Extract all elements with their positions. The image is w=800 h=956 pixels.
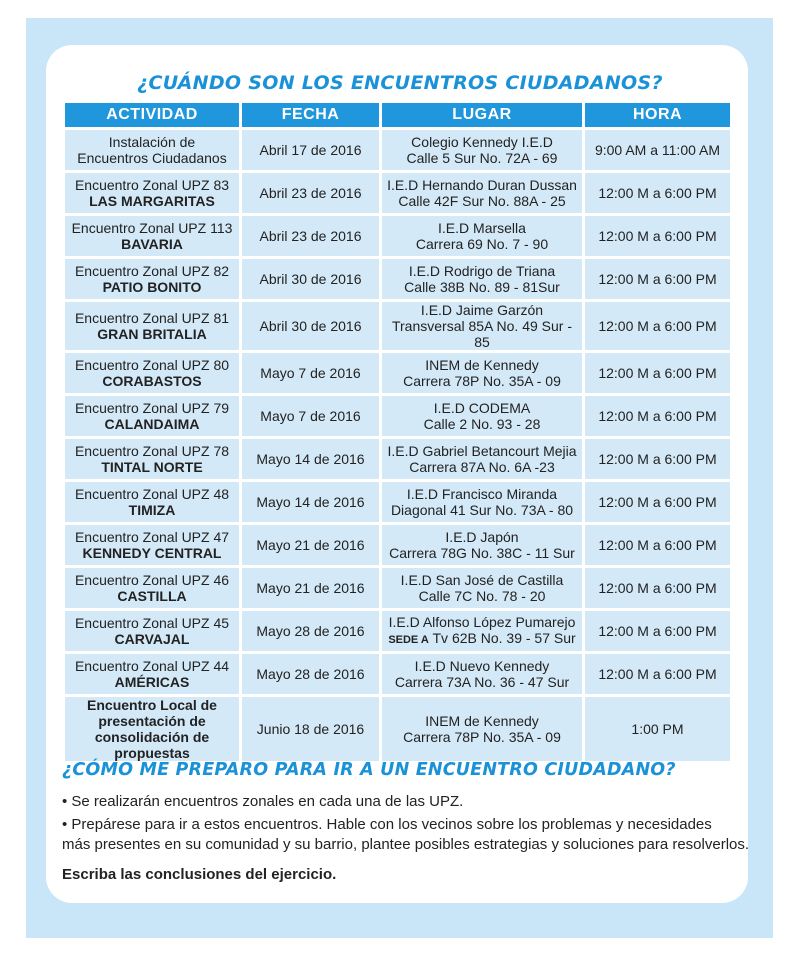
cell-actividad [65, 482, 239, 522]
cell-hora: 12:00 M a 6:00 PM [585, 568, 730, 608]
place-address: Carrera 73A No. 36 - 47 Sur [394, 674, 570, 690]
upz-name: PATIO BONITO [102, 279, 202, 295]
upz-name: CARVAJAL [114, 631, 190, 647]
cell-fecha: Mayo 7 de 2016 [242, 353, 379, 393]
place-address: Carrera 87A No. 6A -23 [409, 459, 555, 475]
header-actividad: ACTIVIDAD [65, 103, 239, 127]
cell-lugar [382, 353, 582, 393]
activity-line: Encuentros Ciudadanos [77, 150, 227, 166]
cell-fecha: Abril 23 de 2016 [242, 216, 379, 256]
activity-line: Encuentro Zonal UPZ 44 [74, 658, 230, 674]
table-row [65, 525, 730, 565]
cell-lugar [382, 697, 582, 761]
cell-hora: 12:00 M a 6:00 PM [585, 611, 730, 651]
page-title: ¿CUÁNDO SON LOS ENCUENTROS CIUDADANOS? [137, 72, 663, 94]
conclusion-instruction: Escriba las conclusiones del ejercicio. [62, 866, 337, 883]
table-row [65, 611, 730, 651]
cell-hora: 12:00 M a 6:00 PM [585, 173, 730, 213]
upz-name: AMÉRICAS [114, 674, 190, 690]
table-row [65, 439, 730, 479]
table-header-row [65, 103, 730, 127]
cell-hora: 12:00 M a 6:00 PM [585, 482, 730, 522]
bullet-line: • Prepárese para ir a estos encuentros. Hable con los vecinos sobre los problemas y necesidades [62, 816, 712, 833]
place-name: INEM de Kennedy [425, 713, 539, 729]
place-address: Diagonal 41 Sur No. 73A - 80 [390, 502, 574, 518]
place-name: Colegio Kennedy I.E.D [411, 134, 553, 150]
cell-fecha: Abril 30 de 2016 [242, 259, 379, 299]
activity-line: Encuentro Zonal UPZ 80 [74, 357, 230, 373]
cell-hora: 1:00 PM [585, 697, 730, 761]
cell-fecha: Abril 30 de 2016 [242, 302, 379, 350]
cell-actividad [65, 173, 239, 213]
activity-line: Encuentro Zonal UPZ 81 [74, 310, 230, 326]
place-address: Carrera 78G No. 38C - 11 Sur [389, 545, 575, 561]
place-address: Carrera 78P No. 35A - 09 [403, 373, 561, 389]
table-row [65, 697, 730, 761]
place-name: I.E.D CODEMA [433, 400, 531, 416]
cell-actividad [65, 697, 239, 761]
activity-line: Encuentro Zonal UPZ 79 [74, 400, 230, 416]
cell-hora: 12:00 M a 6:00 PM [585, 216, 730, 256]
activity-line: presentación de [98, 713, 206, 729]
cell-lugar [382, 396, 582, 436]
upz-name: CASTILLA [117, 588, 187, 604]
cell-actividad [65, 353, 239, 393]
activity-line: Encuentro Zonal UPZ 113 [71, 220, 233, 236]
cell-hora: 12:00 M a 6:00 PM [585, 302, 730, 350]
cell-actividad [65, 525, 239, 565]
place-address: Carrera 78P No. 35A - 09 [403, 729, 561, 745]
table-row [65, 353, 730, 393]
upz-name: GRAN BRITALIA [97, 326, 207, 342]
upz-name: TINTAL NORTE [101, 459, 203, 475]
table-row [65, 259, 730, 299]
place-name: I.E.D Japón [445, 529, 519, 545]
table-row [65, 216, 730, 256]
cell-actividad [65, 396, 239, 436]
cell-fecha: Junio 18 de 2016 [242, 697, 379, 761]
header-lugar: LUGAR [382, 103, 582, 127]
place-address: Tv 62B No. 39 - 57 Sur [432, 630, 576, 646]
upz-name: TIMIZA [128, 502, 176, 518]
activity-line: consolidación de propuestas [94, 729, 210, 761]
cell-fecha: Mayo 28 de 2016 [242, 654, 379, 694]
upz-name: LAS MARGARITAS [89, 193, 215, 209]
cell-lugar [382, 302, 582, 350]
table-row [65, 396, 730, 436]
cell-fecha: Abril 23 de 2016 [242, 173, 379, 213]
cell-actividad [65, 439, 239, 479]
bullet-item-upz: • Se realizarán encuentros zonales en cada una de las UPZ. [62, 793, 464, 810]
cell-lugar [382, 216, 582, 256]
cell-hora: 12:00 M a 6:00 PM [585, 439, 730, 479]
activity-line: Encuentro Zonal UPZ 46 [74, 572, 230, 588]
place-address: Carrera 69 No. 7 - 90 [415, 236, 549, 252]
cell-actividad [65, 259, 239, 299]
schedule-table [62, 100, 733, 764]
cell-lugar [382, 568, 582, 608]
cell-actividad [65, 216, 239, 256]
header-hora: HORA [585, 103, 730, 127]
place-name: I.E.D Nuevo Kennedy [414, 658, 550, 674]
cell-fecha: Mayo 14 de 2016 [242, 439, 379, 479]
cell-hora: 9:00 AM a 11:00 AM [585, 130, 730, 170]
cell-lugar [382, 439, 582, 479]
table-row [65, 130, 730, 170]
cell-lugar [382, 259, 582, 299]
table-row [65, 302, 730, 350]
upz-name: CORABASTOS [102, 373, 202, 389]
place-address: Calle 42F Sur No. 88A - 25 [398, 193, 566, 209]
table-row [65, 654, 730, 694]
cell-fecha: Mayo 14 de 2016 [242, 482, 379, 522]
activity-line: Encuentro Zonal UPZ 48 [74, 486, 230, 502]
cell-actividad [65, 130, 239, 170]
place-address: Calle 2 No. 93 - 28 [423, 416, 541, 432]
place-address: Calle 7C No. 78 - 20 [418, 588, 546, 604]
place-name: I.E.D Rodrigo de Triana [408, 263, 556, 279]
place-address: Calle 5 Sur No. 72A - 69 [406, 150, 558, 166]
cell-lugar [382, 611, 582, 651]
upz-name: BAVARIA [121, 236, 183, 252]
cell-hora: 12:00 M a 6:00 PM [585, 525, 730, 565]
place-address: Calle 38B No. 89 - 81Sur [404, 279, 560, 295]
table-row [65, 568, 730, 608]
activity-line: Encuentro Zonal UPZ 78 [74, 443, 230, 459]
activity-line: Encuentro Zonal UPZ 47 [74, 529, 230, 545]
place-name: I.E.D Alfonso López Pumarejo [388, 614, 576, 630]
place-name: I.E.D San José de Castilla [400, 572, 564, 588]
sede-label: SEDE A [388, 634, 429, 646]
place-name: I.E.D Gabriel Betancourt Mejia [387, 443, 577, 459]
upz-name: KENNEDY CENTRAL [82, 545, 222, 561]
cell-hora: 12:00 M a 6:00 PM [585, 353, 730, 393]
cell-lugar [382, 482, 582, 522]
cell-lugar [382, 654, 582, 694]
place-name: I.E.D Hernando Duran Dussan [387, 177, 577, 193]
activity-line: Instalación de [108, 134, 196, 150]
cell-hora: 12:00 M a 6:00 PM [585, 259, 730, 299]
activity-line: Encuentro Zonal UPZ 45 [74, 615, 230, 631]
cell-fecha: Mayo 28 de 2016 [242, 611, 379, 651]
cell-actividad [65, 611, 239, 651]
table-row [65, 173, 730, 213]
cell-fecha: Mayo 21 de 2016 [242, 568, 379, 608]
bullet-item-prepare [62, 815, 752, 855]
place-name: I.E.D Marsella [438, 220, 526, 236]
activity-line: Encuentro Zonal UPZ 82 [74, 263, 230, 279]
cell-fecha: Abril 17 de 2016 [242, 130, 379, 170]
cell-lugar [382, 130, 582, 170]
cell-actividad [65, 654, 239, 694]
activity-line: Encuentro Local de [87, 697, 217, 713]
section-subtitle: ¿CÓMO ME PREPARO PARA IR A UN ENCUENTRO CIUDADANO? [62, 760, 676, 780]
cell-hora: 12:00 M a 6:00 PM [585, 396, 730, 436]
place-address: Transversal 85A No. 49 Sur - 85 [391, 318, 572, 350]
bullet-line: más presentes en su comunidad y su barrio, plantee posibles estrategias y soluciones para resolverlos. [62, 836, 750, 853]
cell-lugar [382, 173, 582, 213]
cell-hora: 12:00 M a 6:00 PM [585, 654, 730, 694]
cell-actividad [65, 302, 239, 350]
place-name: INEM de Kennedy [425, 357, 539, 373]
cell-fecha: Mayo 21 de 2016 [242, 525, 379, 565]
cell-fecha: Mayo 7 de 2016 [242, 396, 379, 436]
place-name: I.E.D Jaime Garzón [420, 302, 544, 318]
upz-name: CALANDAIMA [104, 416, 200, 432]
place-name: I.E.D Francisco Miranda [406, 486, 558, 502]
table-row [65, 482, 730, 522]
cell-actividad [65, 568, 239, 608]
activity-line: Encuentro Zonal UPZ 83 [74, 177, 230, 193]
header-fecha: FECHA [242, 103, 379, 127]
cell-lugar [382, 525, 582, 565]
